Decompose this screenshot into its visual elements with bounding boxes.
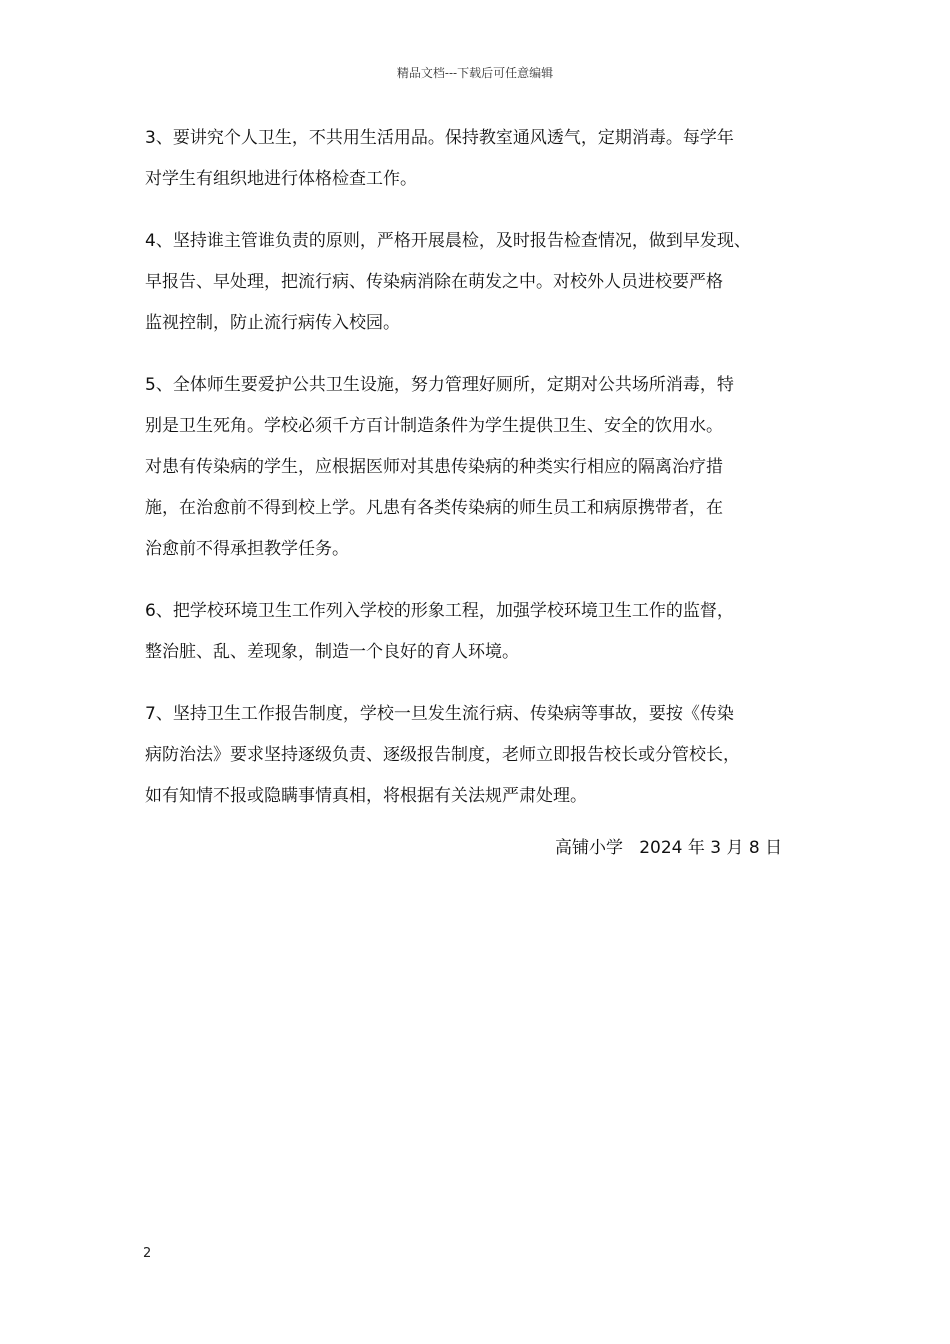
paragraph-line: 6、把学校环境卫生工作列入学校的形象工程，加强学校环境卫生工作的监督， — [145, 601, 734, 621]
paragraph-line: 3、要讲究个人卫生，不共用生活用品。保持教室通风透气，定期消毒。每学年 — [145, 128, 734, 148]
paragraph-line: 别是卫生死角。学校必须千方百计制造条件为学生提供卫生、安全的饮用水。 — [145, 416, 723, 436]
paragraph-line: 病防治法》要求坚持逐级负责、逐级报告制度，老师立即报告校长或分管校长， — [145, 745, 740, 765]
paragraph-line: 4、坚持谁主管谁负责的原则，严格开展晨检，及时报告检查情况，做到早发现、 — [145, 231, 751, 251]
paragraph-7 — [145, 694, 825, 817]
signature-line: 高铺小学 2024 年 3 月 8 日 — [555, 838, 783, 858]
paragraph-line: 整治脏、乱、差现象，制造一个良好的育人环境。 — [145, 642, 519, 662]
paragraph-3 — [145, 118, 825, 200]
paragraph-line: 治愈前不得承担教学任务。 — [145, 539, 349, 559]
paragraph-line: 7、坚持卫生工作报告制度，学校一旦发生流行病、传染病等事故，要按《传染 — [145, 704, 734, 724]
page-number: 2 — [143, 1246, 152, 1261]
paragraph-line: 施，在治愈前不得到校上学。凡患有各类传染病的师生员工和病原携带者，在 — [145, 498, 723, 518]
paragraph-line: 早报告、早处理，把流行病、传染病消除在萌发之中。对校外人员进校要严格 — [145, 272, 723, 292]
paragraph-line: 监视控制，防止流行病传入校园。 — [145, 313, 400, 333]
paragraph-4 — [145, 221, 825, 344]
document-body — [145, 118, 825, 838]
paragraph-5 — [145, 365, 825, 570]
paragraph-line: 5、全体师生要爱护公共卫生设施，努力管理好厕所，定期对公共场所消毒，特 — [145, 375, 734, 395]
paragraph-line: 对患有传染病的学生，应根据医师对其患传染病的种类实行相应的隔离治疗措 — [145, 457, 723, 477]
page-header: 精品文档---下载后可任意编辑 — [396, 66, 554, 80]
paragraph-line: 如有知情不报或隐瞒事情真相，将根据有关法规严肃处理。 — [145, 786, 587, 806]
paragraph-6 — [145, 591, 825, 673]
paragraph-line: 对学生有组织地进行体格检查工作。 — [145, 169, 417, 189]
